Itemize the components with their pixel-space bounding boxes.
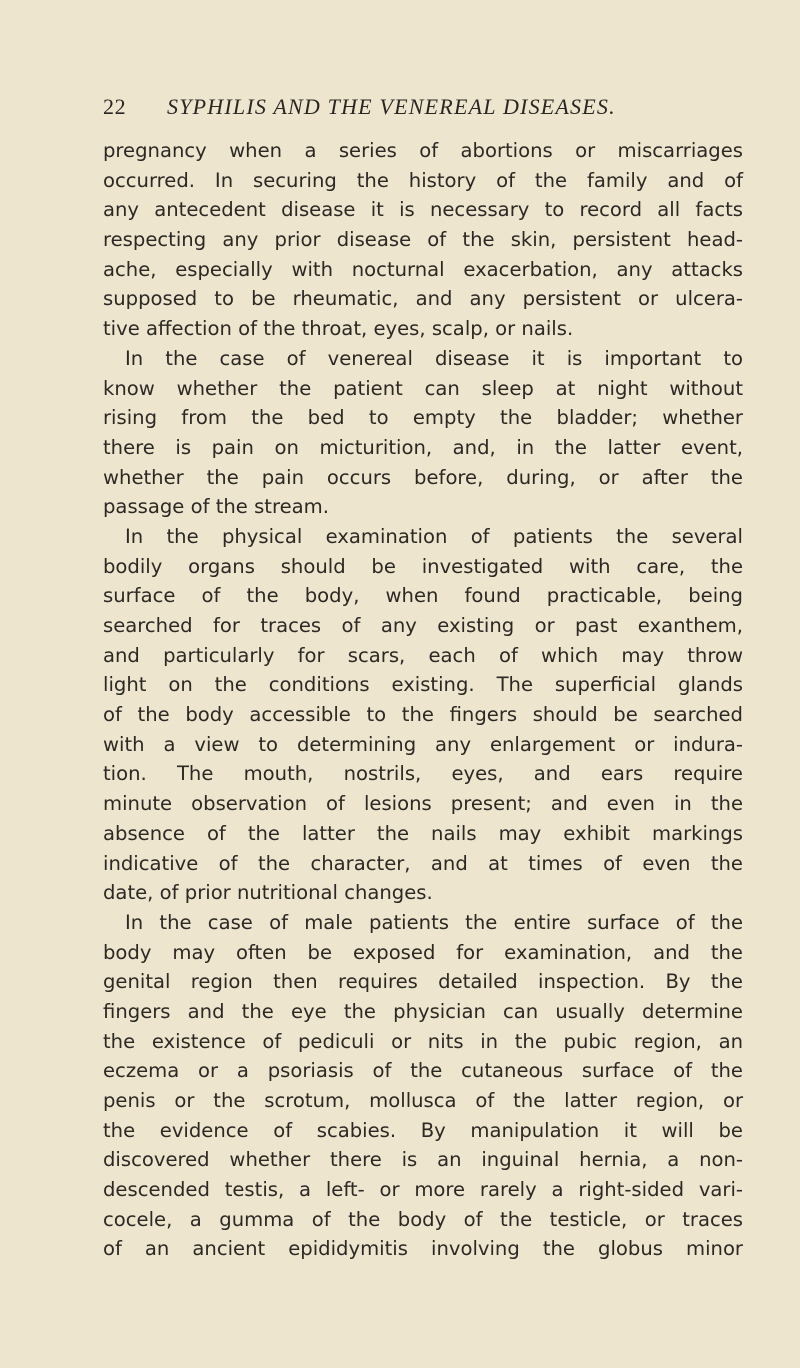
body-text	[103, 136, 743, 1264]
text-line: rising from the bed to empty the bladder; whether	[103, 406, 743, 430]
text-line: light on the conditions existing. The superficial glands	[103, 673, 743, 697]
text-line: In the physical examination of patients the several	[125, 524, 743, 548]
running-title: SYPHILIS AND THE VENEREAL DISEASES.	[167, 94, 616, 119]
text-line: searched for traces of any existing or past exanthem,	[103, 614, 743, 637]
text-line: cocele, a gumma of the body of the testicle, or traces	[103, 1207, 743, 1231]
text-line: fingers and the eye the physician can usually determine	[103, 999, 743, 1023]
page-number: 22	[103, 94, 127, 119]
text-line: passage of the stream.	[103, 495, 329, 519]
text-line: the evidence of scabies. By manipulation it will be	[103, 1118, 743, 1142]
text-line: tion. The mouth, nostrils, eyes, and ears require	[103, 762, 743, 786]
text-line: supposed to be rheumatic, and any persistent or ulcera-	[103, 287, 743, 311]
text-line: discovered whether there is an inguinal hernia, a non-	[103, 1148, 743, 1172]
text-line: respecting any prior disease of the skin, persistent head-	[103, 228, 743, 252]
text-line: surface of the body, when found practicable, being	[103, 584, 743, 608]
text-line: of an ancient epididymitis involving the globus minor	[103, 1237, 743, 1261]
text-line: genital region then requires detailed inspection. By the	[103, 970, 743, 994]
text-line: any antecedent disease it is necessary to record all facts	[103, 198, 743, 222]
text-line: descended testis, a left- or more rarely a right-sided vari-	[103, 1178, 743, 1202]
text-line: pregnancy when a series of abortions or miscarriages	[103, 139, 743, 162]
text-line: of the body accessible to the fingers should be searched	[103, 703, 743, 727]
text-line: whether the pain occurs before, during, or after the	[103, 465, 743, 489]
text-line: bodily organs should be investigated with care, the	[103, 554, 743, 578]
text-line: occurred. In securing the history of the family and of	[103, 168, 743, 192]
text-line: the existence of pediculi or nits in the pubic region, an	[103, 1029, 743, 1053]
text-line: In the case of venereal disease it is important to	[125, 346, 743, 370]
text-line: penis or the scrotum, mollusca of the latter region, or	[103, 1089, 743, 1112]
text-line: In the case of male patients the entire surface of the	[125, 910, 743, 934]
text-line: ache, especially with nocturnal exacerbation, any attacks	[103, 257, 743, 281]
text-line: tive affection of the throat, eyes, scalp, or nails.	[103, 317, 574, 341]
text-line: body may often be exposed for examination, and the	[103, 940, 743, 964]
text-line: indicative of the character, and at times of even the	[103, 851, 743, 875]
text-line: minute observation of lesions present; and even in the	[103, 792, 743, 816]
text-line: eczema or a psoriasis of the cutaneous surface of the	[103, 1059, 743, 1083]
text-line: with a view to determining any enlargement or indura-	[103, 732, 743, 756]
running-head	[103, 94, 743, 128]
text-line: absence of the latter the nails may exhibit markings	[103, 821, 743, 845]
text-line: there is pain on micturition, and, in the latter event,	[103, 435, 743, 459]
text-line: date, of prior nutritional changes.	[103, 881, 433, 905]
text-line: know whether the patient can sleep at night without	[103, 376, 743, 400]
text-line: and particularly for scars, each of which may throw	[103, 643, 743, 667]
